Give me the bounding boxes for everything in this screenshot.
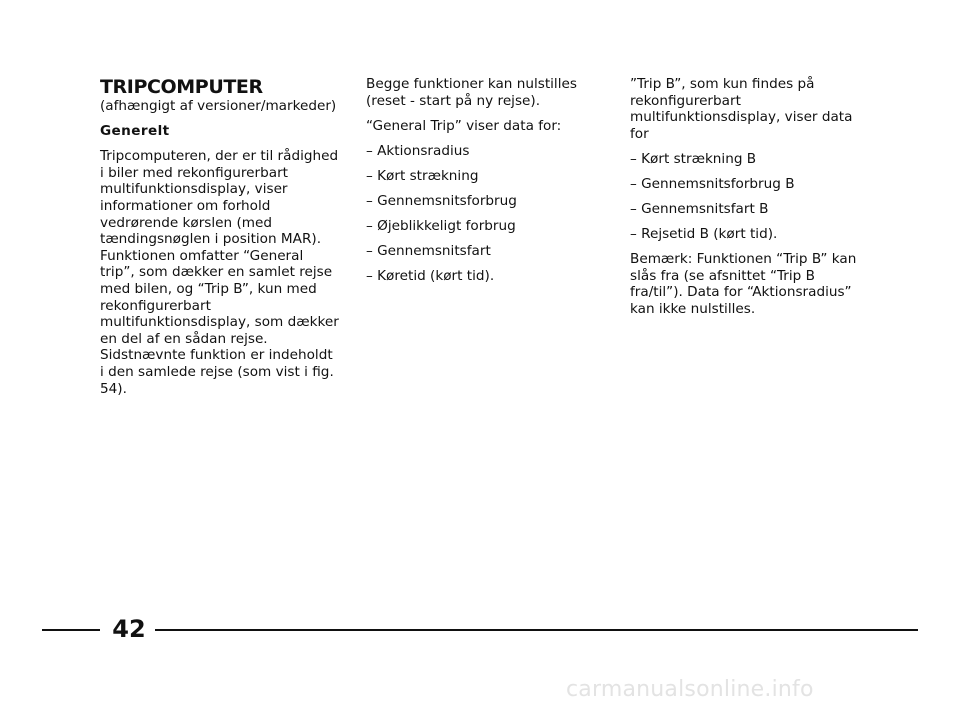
page-number: 42 xyxy=(112,615,146,643)
list-item: – Køretid (kørt tid). xyxy=(366,268,495,285)
list-item: – Rejsetid B (kørt tid). xyxy=(630,226,778,243)
trip-b-intro: ”Trip B”, som kun findes på rekonfigurerbart multifunktionsdisplay, viser data for xyxy=(630,76,853,142)
subheading-general: Generelt xyxy=(100,123,170,140)
list-item: – Øjeblikkeligt forbrug xyxy=(366,218,516,235)
footer-rule-left xyxy=(42,629,100,631)
footer-rule-right xyxy=(155,629,918,631)
watermark: carmanualsonline.info xyxy=(566,677,814,702)
note-paragraph: Bemærk: Funktionen “Trip B” kan slås fra (se afsnittet “Trip B fra/til”). Data for “Aktionsradius” kan ikke nulstilles. xyxy=(630,251,857,318)
general-paragraph: Tripcomputeren, der er til rådighed i biler med rekonfigurerbart multifunktionsdisplay, viser informationer om forhold vedrørende kørslen (med tændingsnøglen i position MAR). Funktionen omfatter “General trip”, som dækker en samlet rejse med bilen, og “Trip B”, kun med rekonfigurerbart multifunktionsdisplay, som dækker en del af en sådan rejse. Sidstnævnte funktion er indeholdt i den samlede rejse (som vist i fig. 54). xyxy=(100,148,339,397)
section-subtitle: (afhængigt af versioner/markeder) xyxy=(100,98,337,114)
column-general-trip xyxy=(366,76,606,293)
list-item: – Gennemsnitsforbrug xyxy=(366,192,517,209)
column-general xyxy=(100,76,340,406)
list-item: – Kørt strækning B xyxy=(630,150,757,167)
general-trip-intro: “General Trip” viser data for: xyxy=(366,117,562,134)
list-item: – Gennemsnitsfart B xyxy=(630,201,769,218)
reset-paragraph: Begge funktioner kan nulstilles (reset - start på ny rejse). xyxy=(366,76,577,109)
section-title: TRIPCOMPUTER xyxy=(100,76,263,98)
list-item: – Aktionsradius xyxy=(366,142,470,159)
list-item: – Gennemsnitsforbrug B xyxy=(630,175,795,192)
column-trip-b xyxy=(630,76,870,326)
list-item: – Kørt strækning xyxy=(366,167,479,184)
list-item: – Gennemsnitsfart xyxy=(366,243,491,260)
